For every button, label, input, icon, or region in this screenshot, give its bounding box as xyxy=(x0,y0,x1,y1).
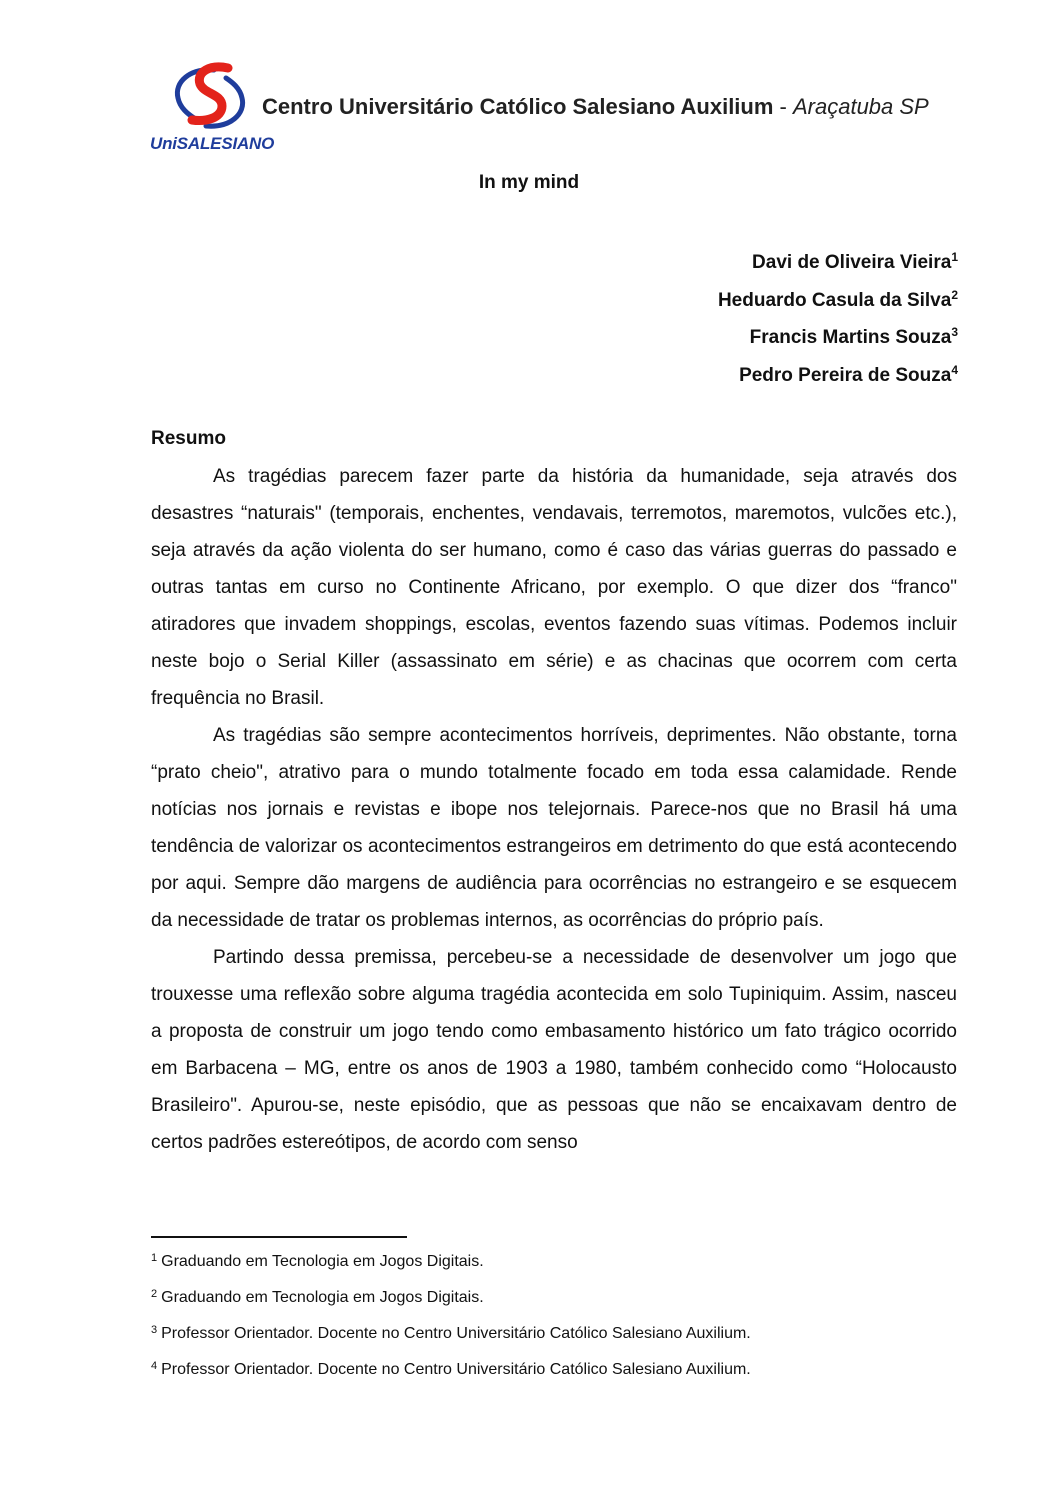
footnotes xyxy=(151,1250,957,1394)
institution-city: Araçatuba SP xyxy=(792,94,929,119)
author-line xyxy=(718,282,958,320)
footnote-separator xyxy=(151,1236,407,1238)
footnote-item xyxy=(151,1250,957,1286)
abstract-paragraph: As tragédias parecem fazer parte da história da humanidade, seja através dos desastres “naturais" (temporais, enchentes, vendavais, terremotos, maremotos, vulcões etc.), seja através da ação violenta do ser humano, como é caso das várias guerras do passado e outras tantas em curso no Continente Africano, por exemplo. O que dizer dos “franco" atiradores que invadem shoppings, escolas, eventos fazendo suas vítimas. Podemos incluir neste bojo o Serial Killer (assassinato em série) e as chacinas que ocorrem com certa frequência no Brasil. xyxy=(151,466,957,709)
footnote-text: Professor Orientador. Docente no Centro Universitário Católico Salesiano Auxilium. xyxy=(161,1361,751,1378)
author-name: Pedro Pereira de Souza xyxy=(739,364,952,386)
footnote-mark: 2 xyxy=(151,1288,158,1300)
footnote-item xyxy=(151,1286,957,1322)
letterhead xyxy=(150,60,950,155)
author-footnote-mark: 3 xyxy=(951,325,958,339)
abstract-paragraph: As tragédias são sempre acontecimentos horríveis, deprimentes. Não obstante, torna “prato cheio", atrativo para o mundo totalmente focado em toda essa calamidade. Rende notícias nos jornais e revistas e ibope nos telejornais. Parece-nos que no Brasil há uma tendência de valorizar os acontecimentos estrangeiros em detrimento do que está acontecendo por aqui. Sempre dão margens de audiência para ocorrências no estrangeiro e se esquecem da necessidade de tratar os problemas internos, as ocorrências do próprio país. xyxy=(151,725,957,931)
author-footnote-mark: 1 xyxy=(951,250,958,264)
unisalesiano-s-logo-icon xyxy=(170,62,250,132)
author-line xyxy=(718,319,958,357)
institution-separator: - xyxy=(773,94,793,119)
author-name: Francis Martins Souza xyxy=(749,327,952,348)
author-line xyxy=(718,244,958,282)
footnote-text: Professor Orientador. Docente no Centro Universitário Católico Salesiano Auxilium. xyxy=(161,1325,751,1342)
institution-title: Centro Universitário Católico Salesiano Auxilium xyxy=(262,94,774,119)
author-line xyxy=(718,357,958,395)
footnote-text: Graduando em Tecnologia em Jogos Digitais. xyxy=(161,1253,484,1270)
author-footnote-mark: 2 xyxy=(951,287,958,302)
abstract-paragraph: Partindo dessa premissa, percebeu-se a necessidade de desenvolver um jogo que trouxesse uma reflexão sobre alguma tragédia acontecida em solo Tupiniquim. Assim, nasceu a proposta de construir um jogo tendo como embasamento histórico um fato trágico ocorrido em Barbacena – MG, entre os anos de 1903 a 1980, também conhecido como “Holocausto Brasileiro". Apurou-se, neste episódio, que as pessoas que não se encaixavam dentro de certos padrões estereótipos, de acordo com senso xyxy=(151,947,957,1153)
author-footnote-mark: 4 xyxy=(951,362,958,377)
author-name: Heduardo Casula da Silva xyxy=(717,289,952,311)
footnote-item xyxy=(151,1358,957,1394)
paper-title: In my mind xyxy=(478,172,580,193)
footnote-text: Graduando em Tecnologia em Jogos Digitais. xyxy=(161,1289,484,1306)
author-name: Davi de Oliveira Vieira xyxy=(752,252,952,273)
author-list xyxy=(718,244,958,394)
footnote-mark: 3 xyxy=(151,1324,158,1336)
abstract-heading: Resumo xyxy=(151,428,226,449)
institution-name xyxy=(262,94,929,120)
footnote-mark: 4 xyxy=(151,1360,158,1372)
abstract-body xyxy=(151,458,957,1161)
logo-wordmark: UniSALESIANO xyxy=(150,134,275,153)
footnote-mark: 1 xyxy=(151,1252,158,1264)
footnote-item xyxy=(151,1322,957,1358)
